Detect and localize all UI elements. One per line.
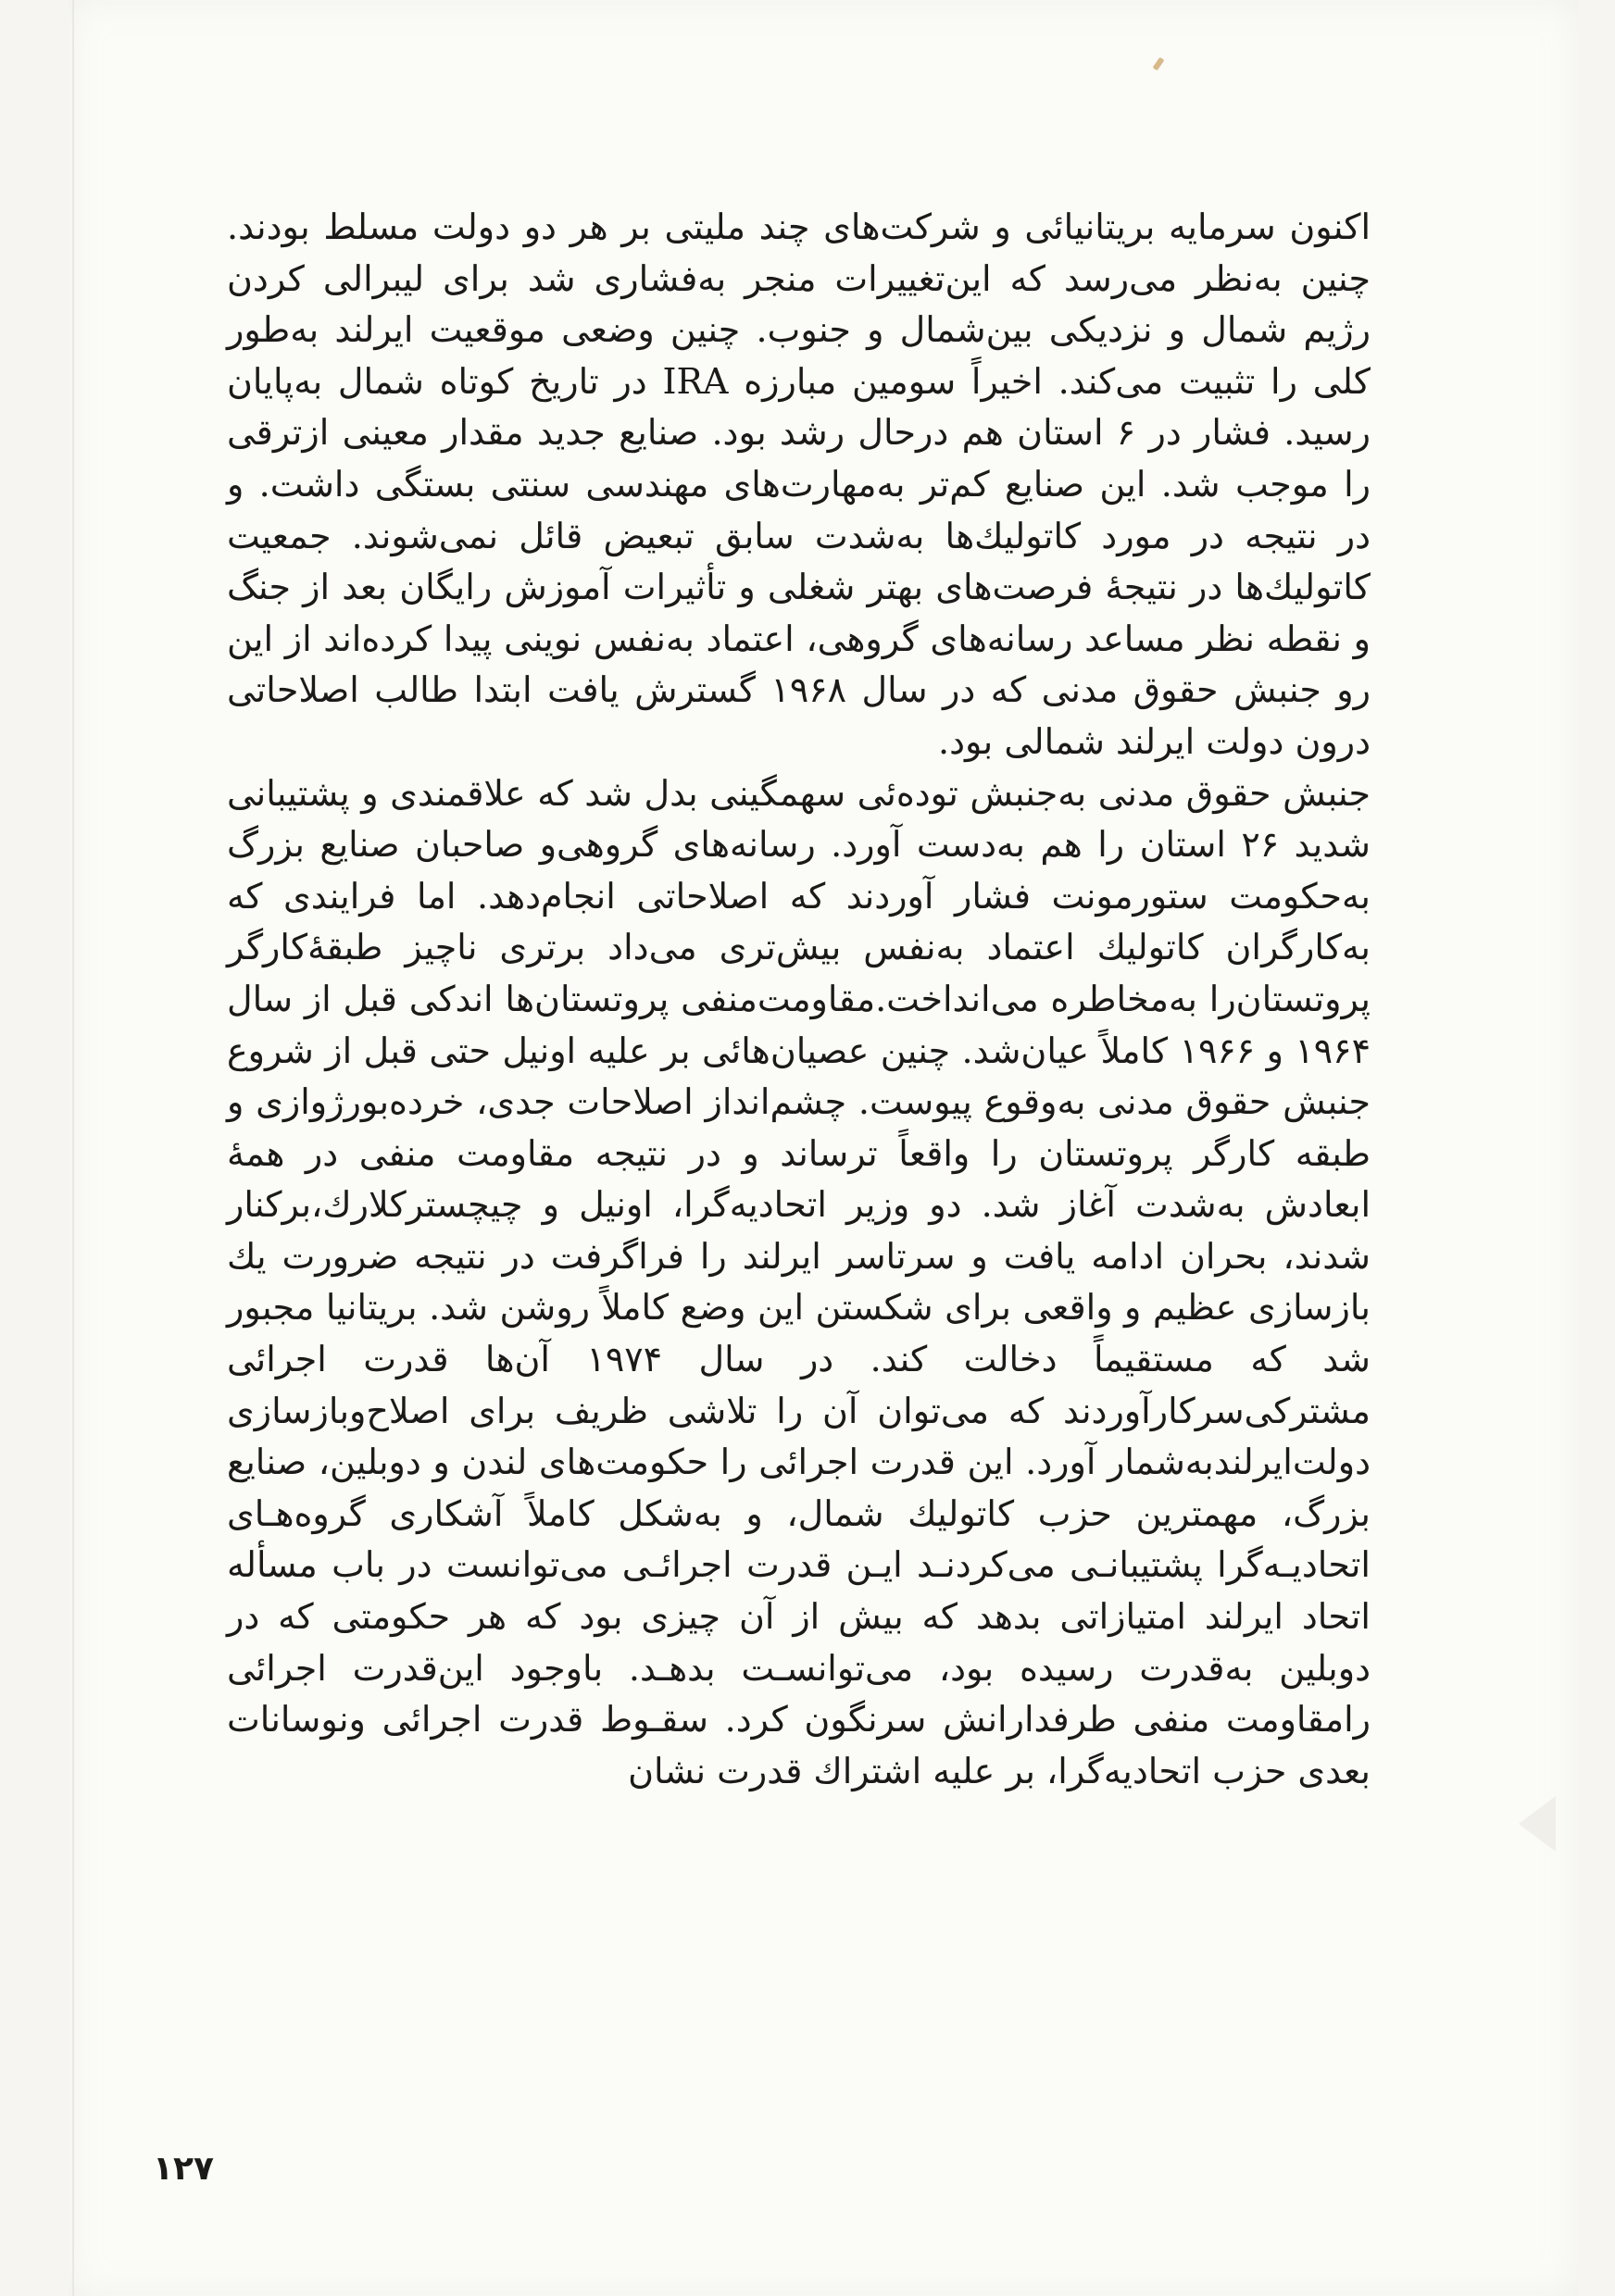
- paragraph-1: اکنون سرمایه بریتانیائی و شرکت‌های چند ملیتی بر هر دو دولت مسلط بودند. چنین به‌نظر می‌رسد که این‌تغییرات منجر به‌فشاری شد برای لیبرالی کردن رژیم شمال و نزدیکی بین‌شمال و جنوب. چنین وضعی موقعیت ایرلند به‌طور کلی را تثبیت می‌کند. اخیراً سومین مبارزه IRA در تاریخ کوتاه شمال به‌پایان رسید. فشار در ۶ استان هم درحال رشد بود. صنایع جدید مقدار معینی ازترقی را موجب شد. این صنایع کم‌تر به‌مهارت‌های مهندسی سنتی بستگی داشت. و در نتیجه در مورد کاتولیك‌ها به‌شدت سابق تبعیض قائل نمی‌شوند. جمعیت کاتولیك‌ها در نتیجهٔ فرصت‌های بهتر شغلی و تأثیرات آموزش رایگان بعد از جنگ و نقطه نظر مساعد رسانه‌های گروهی، اعتماد به‌نفس نوینی پیدا کرده‌اند از این رو جنبش حقوق مدنی که در سال ۱۹۶۸ گسترش یافت ابتدا طالب اصلاحاتی درون دولت ایرلند شمالی بود.: [227, 206, 1371, 762]
- body-text: [227, 202, 1371, 1797]
- torn-edge: [1519, 1796, 1556, 1852]
- page-number: ۱۲۷: [153, 2150, 214, 2188]
- page-edge: [72, 0, 74, 2296]
- paragraph-2: جنبش حقوق مدنی به‌جنبش توده‌ئی سهمگینی بدل شد که علاقمندی و پشتیبانی شدید ۲۶ استان را هم به‌دست آورد. رسانه‌های گروهی‌و صاحبان صنایع بزرگ به‌حکومت ستورمونت فشار آوردند که اصلاحاتی انجام‌دهد. اما فرایندی که به‌کارگران کاتولیك اعتماد به‌نفس بیش‌تری می‌داد برتری ناچیز طبقهٔ‌کارگر پروتستان‌را به‌مخاطره می‌انداخت.مقاومت‌منفی پروتستان‌ها اندکی قبل از سال ۱۹۶۴ و ۱۹۶۶ کاملاً عیان‌شد. چنین عصیان‌هائی بر علیه اونیل حتی قبل از شروع جنبش حقوق مدنی به‌وقوع پیوست. چشم‌انداز اصلاحات جدی، خرده‌بورژوازی و طبقه کارگر پروتستان را واقعاً ترساند و در نتیجه مقاومت منفی در همهٔ ابعادش به‌شدت آغاز شد. دو وزیر اتحادیه‌گرا، اونیل و چیچسترکلارك،برکنار شدند، بحران ادامه یافت و سرتاسر ایرلند را فراگرفت در نتیجه ضرورت یك بازسازی عظیم و واقعی برای شکستن این وضع کاملاً روشن شد. بریتانیا مجبور شد که مستقیماً دخالت کند. در سال ۱۹۷۴ آن‌ها قدرت اجرائی مشترکی‌سرکارآوردند که می‌توان آن را تلاشی ظریف برای اصلاح‌وبازسازی دولت‌ایرلندبه‌شمار آورد. این قدرت اجرائی را حکومت‌های لندن و دوبلین، صنایع بزرگ، مهمترین حزب کاتولیك شمال، و به‌شکل کاملاً آشکاری گروه‌هـای اتحادیـه‌گرا پشتیبانـی می‌کردنـد ایـن قدرت اجرائـی می‌توانست در باب مسأله اتحاد ایرلند امتیازاتی بدهد که بیش از آن چیزی بود که هر حکومتی که در دوبلین به‌قدرت رسیده بود، می‌توانسـت بدهـد. باوجود این‌قدرت اجرائی رامقاومت منفی طرفدارانش سرنگون کرد. سقـوط قدرت اجرائی ونوسانات بعدی حزب اتحادیه‌گرا، بر علیه اشتراك قدرت نشان: [227, 772, 1371, 1791]
